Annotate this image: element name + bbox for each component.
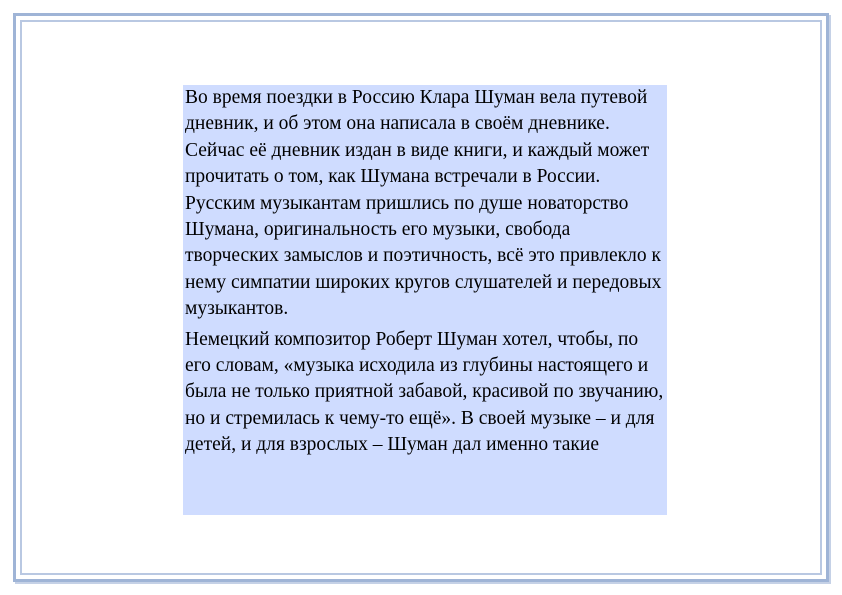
text-block (183, 85, 667, 515)
paragraph-1: Во время поездки в Россию Клара Шуман вела путевой дневник, и об этом она написала в своём дневнике. Сейчас её дневник издан в виде книги, и каждый может прочитать о том, как Шумана встречали в России. Русским музыкантам пришлись по душе новаторство Шумана, оригинальность его музыки, свобода творческих замыслов и поэтичность, всё это привлекло к нему симпатии широких кругов слушателей и передовых музыкантов. (185, 87, 662, 320)
paragraph-2: Немецкий композитор Роберт Шуман хотел, чтобы, по его словам, «музыка исходила из глубины настоящего и была не только приятной забавой, красивой по звучанию, но и стремилась к чему-то ещё». В своей музыке – и для детей, и для взрослых – Шуман дал именно такие (185, 328, 664, 456)
